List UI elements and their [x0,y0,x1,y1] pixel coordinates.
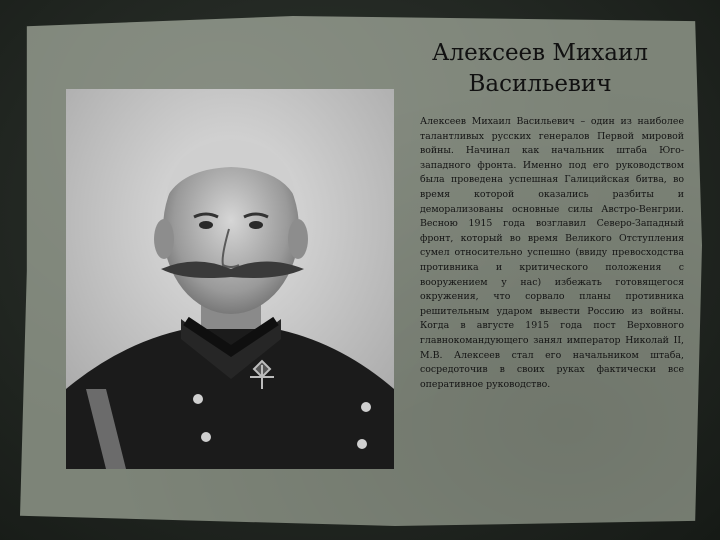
portrait-photo [66,89,394,469]
biography-text: Алексеев Михаил Васильевич – один из наиболее талантливых русских генералов Первой мировой войны. Начинал как начальник штаба Юго-западного фронта. Именно под его руководством была проведена успешная Галицийская битва, во время которой оказались разбиты и деморализованы основные силы Австро-Венгрии. Весною 1915 года возглавил Северо-Западный фронт, который во время Великого Отступления сумел относительно успешно (ввиду превосходства противника и критического положения с вооружением у нас) избежать готовящегося окружения, что сорвало планы противника решительным ударом вывести Россию из войны. Когда в августе 1915 года пост Верховного главнокомандующего занял император Николай II, М.В. Алексеев стал его начальником штаба, сосредоточив в своих руках фактически все оперативное руководство. [420,116,684,390]
slide-title: Алексеев Михаил Васильевич [432,40,648,97]
